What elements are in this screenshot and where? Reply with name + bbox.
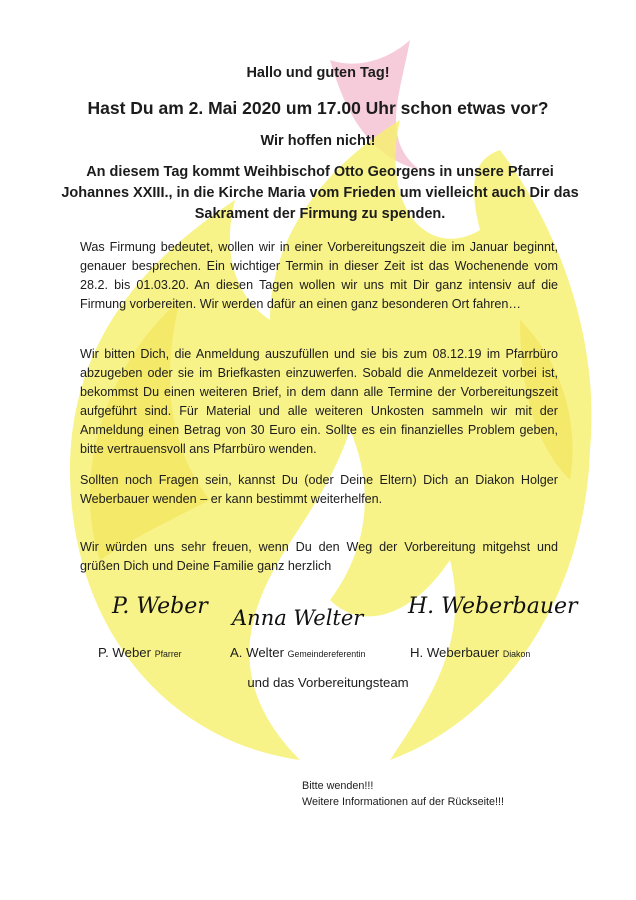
signer-name: P. Weber bbox=[98, 645, 152, 660]
signer-role: Pfarrer bbox=[154, 649, 182, 659]
signer-role: Diakon bbox=[502, 649, 531, 659]
announcement-text: An diesem Tag kommt Weihbischof Otto Georgens in unsere Pfarrei Johannes XXIII., in die Kirche Maria vom Frieden um vielleicht auch Dir das Sakrament der Firmung zu spenden. bbox=[61, 164, 579, 222]
signer-role: Gemeindereferentin bbox=[287, 649, 366, 659]
signature-welter: Anna Welter bbox=[232, 606, 364, 630]
postscript-turn-over: Bitte wenden!!! bbox=[302, 780, 374, 792]
signer-name: A. Welter bbox=[230, 645, 284, 660]
signer-weber bbox=[98, 645, 182, 660]
signature-weber: P. Weber bbox=[112, 594, 208, 619]
postscript bbox=[302, 778, 504, 810]
hope-heading: Wir hoffen nicht! bbox=[260, 133, 376, 149]
paragraph-closing: Wir würden uns sehr freuen, wenn Du den Weg der Vorbereitung mitgehst und grüßen Dich und Deine Familie ganz herzlich bbox=[80, 540, 558, 574]
paragraph-preparation: Was Firmung bedeutet, wollen wir in einer Vorbereitungszeit die im Januar beginnt, genauer besprechen. Ein wichtiger Termin in dieser Zeit ist das Wochenende vom 28.2. bis 01.03.20. An diesen Tagen wollen wir uns mit Dir ganz intensiv auf die Firmung vorbereiten. Wir werden dafür an einen ganz besonderen Ort fahren… bbox=[80, 240, 558, 312]
team-line: und das Vorbereitungsteam bbox=[247, 675, 409, 690]
paragraph-questions: Sollten noch Fragen sein, kannst Du (oder Deine Eltern) Dich an Diakon Holger Weberbauer wenden – er kann bestimmt weiterhelfen. bbox=[80, 473, 558, 507]
main-question-heading: Hast Du am 2. Mai 2020 um 17.00 Uhr schon etwas vor? bbox=[87, 98, 549, 118]
greeting-heading: Hallo und guten Tag! bbox=[246, 65, 390, 81]
signer-welter bbox=[230, 645, 365, 660]
signer-name: H. Weberbauer bbox=[410, 645, 500, 660]
signature-weberbauer: H. Weberbauer bbox=[408, 594, 578, 619]
signer-weberbauer bbox=[410, 645, 530, 660]
postscript-more-info: Weitere Informationen auf der Rückseite!!! bbox=[302, 796, 505, 808]
paragraph-registration: Wir bitten Dich, die Anmeldung auszufüllen und sie bis zum 08.12.19 im Pfarrbüro abzugeben oder sie im Briefkasten einzuwerfen. Sobald die Anmeldezeit vorbei ist, bekommst Du einen weiteren Brief, in dem dann alle Termine der Vorbereitungszeit aufgeführt sind. Für Material und alle weiteren Unkosten sammeln wir mit der Anmeldung einen Betrag von 30 Euro ein. Sollte es ein finanzielles Problem geben, bitte vertrauensvoll ans Pfarrbüro wenden. bbox=[80, 347, 558, 457]
